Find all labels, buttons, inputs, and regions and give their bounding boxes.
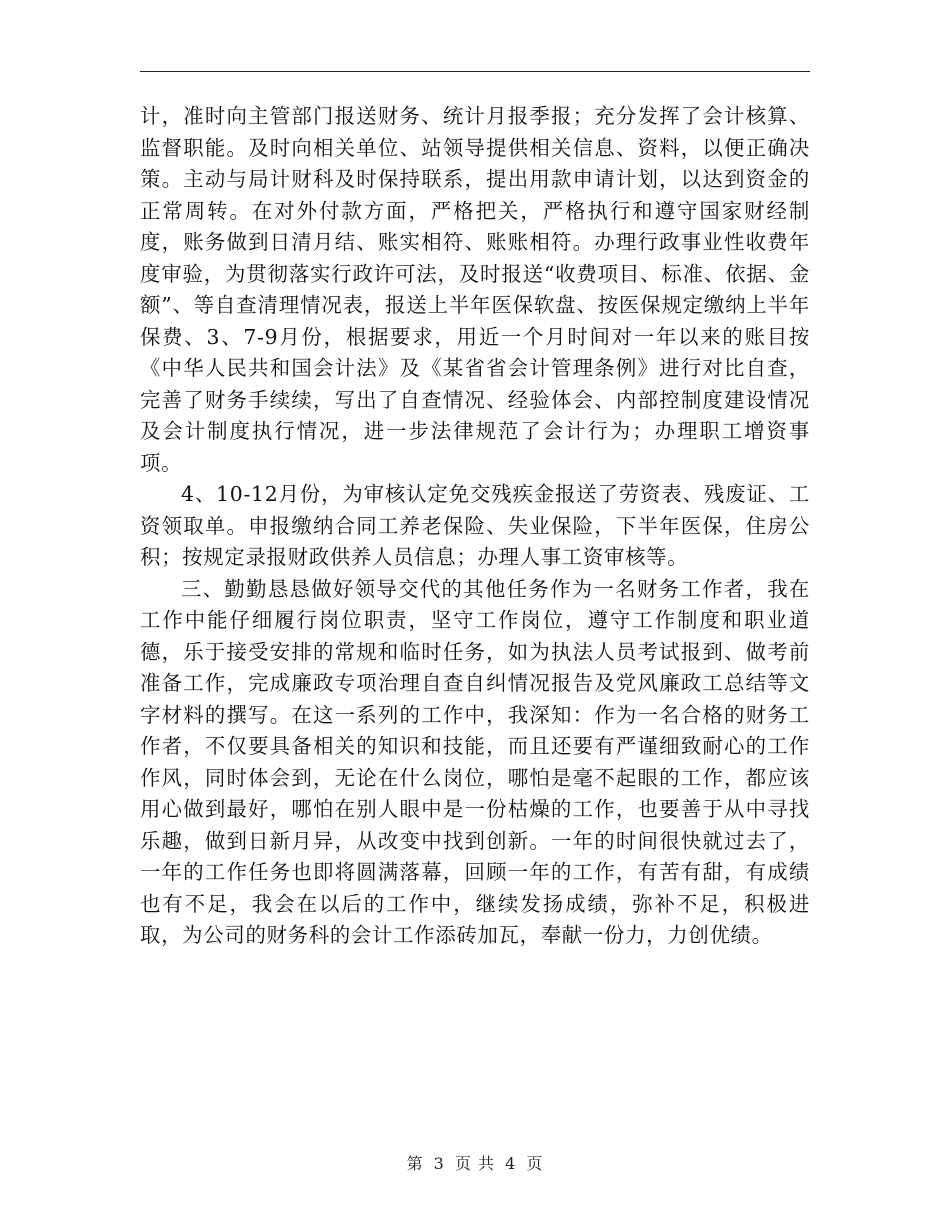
paragraph-3: 三、勤勤恳恳做好领导交代的其他任务作为一名财务工作者，我在工作中能仔细履行岗位职责，坚守工作岗位，遵守工作制度和职业道德，乐于接受安排的常规和临时任务，如为执法人员考试报到、做考前准备工作，完成廉政专项治理自查自纠情况报告及党风廉政工总结等文字材料的撰写。在这一系列的工作中，我深知：作为一名合格的财务工作者，不仅要具备相关的知识和技能，而且还要有严谨细致耐心的工作作风，同时体会到，无论在什么岗位，哪怕是毫不起眼的工作，都应该用心做到最好，哪怕在别人眼中是一份枯燥的工作，也要善于从中寻找乐趣，做到日新月异，从改变中找到创新。一年的时间很快就过去了，一年的工作任务也即将圆满落幕，回顾一年的工作，有苦有甜，有成绩也有不足，我会在以后的工作中，继续发扬成绩，弥补不足，积极进取，为公司的财务科的会计工作添砖加瓦，奉献一份力，力创优绩。	[140, 576, 810, 947]
page-suffix: 页	[526, 1154, 544, 1173]
current-page-number: 3	[433, 1154, 445, 1173]
page-middle-text: 页 共	[454, 1154, 496, 1173]
total-page-count: 4	[505, 1154, 517, 1173]
document-body	[140, 101, 810, 952]
paragraph-2: 4、10-12月份，为审核认定免交残疾金报送了劳资表、残废证、工资领取单。申报缴纳合同工养老保险、失业保险，下半年医保，住房公积；按规定录报财政供养人员信息；办理人事工资审核等。	[140, 482, 810, 569]
paragraph-1: 计，准时向主管部门报送财务、统计月报季报；充分发挥了会计核算、监督职能。及时向相关单位、站领导提供相关信息、资料，以便正确决策。主动与局计财科及时保持联系，提出用款申请计划，以达到资金的正常周转。在对外付款方面，严格把关，严格执行和遵守国家财经制度，账务做到日清月结、账实相符、账账相符。办理行政事业性收费年度审验，为贯彻落实行政许可法，及时报送“收费项目、标准、依据、金额”、等自查清理情况表，报送上半年医保软盘、按医保规定缴纳上半年保费、3、7-9月份，根据要求，用近一个月时间对一年以来的账目按《中华人民共和国会计法》及《某省省会计管理条例》进行对比自查，完善了财务手续续，写出了自查情况、经验体会、内部控制度建设情况及会计制度执行情况，进一步法律规范了会计行为；办理职工增资事项。	[140, 104, 810, 475]
header-rule	[140, 71, 810, 72]
page-footer	[0, 1151, 950, 1174]
page-prefix: 第	[406, 1154, 424, 1173]
